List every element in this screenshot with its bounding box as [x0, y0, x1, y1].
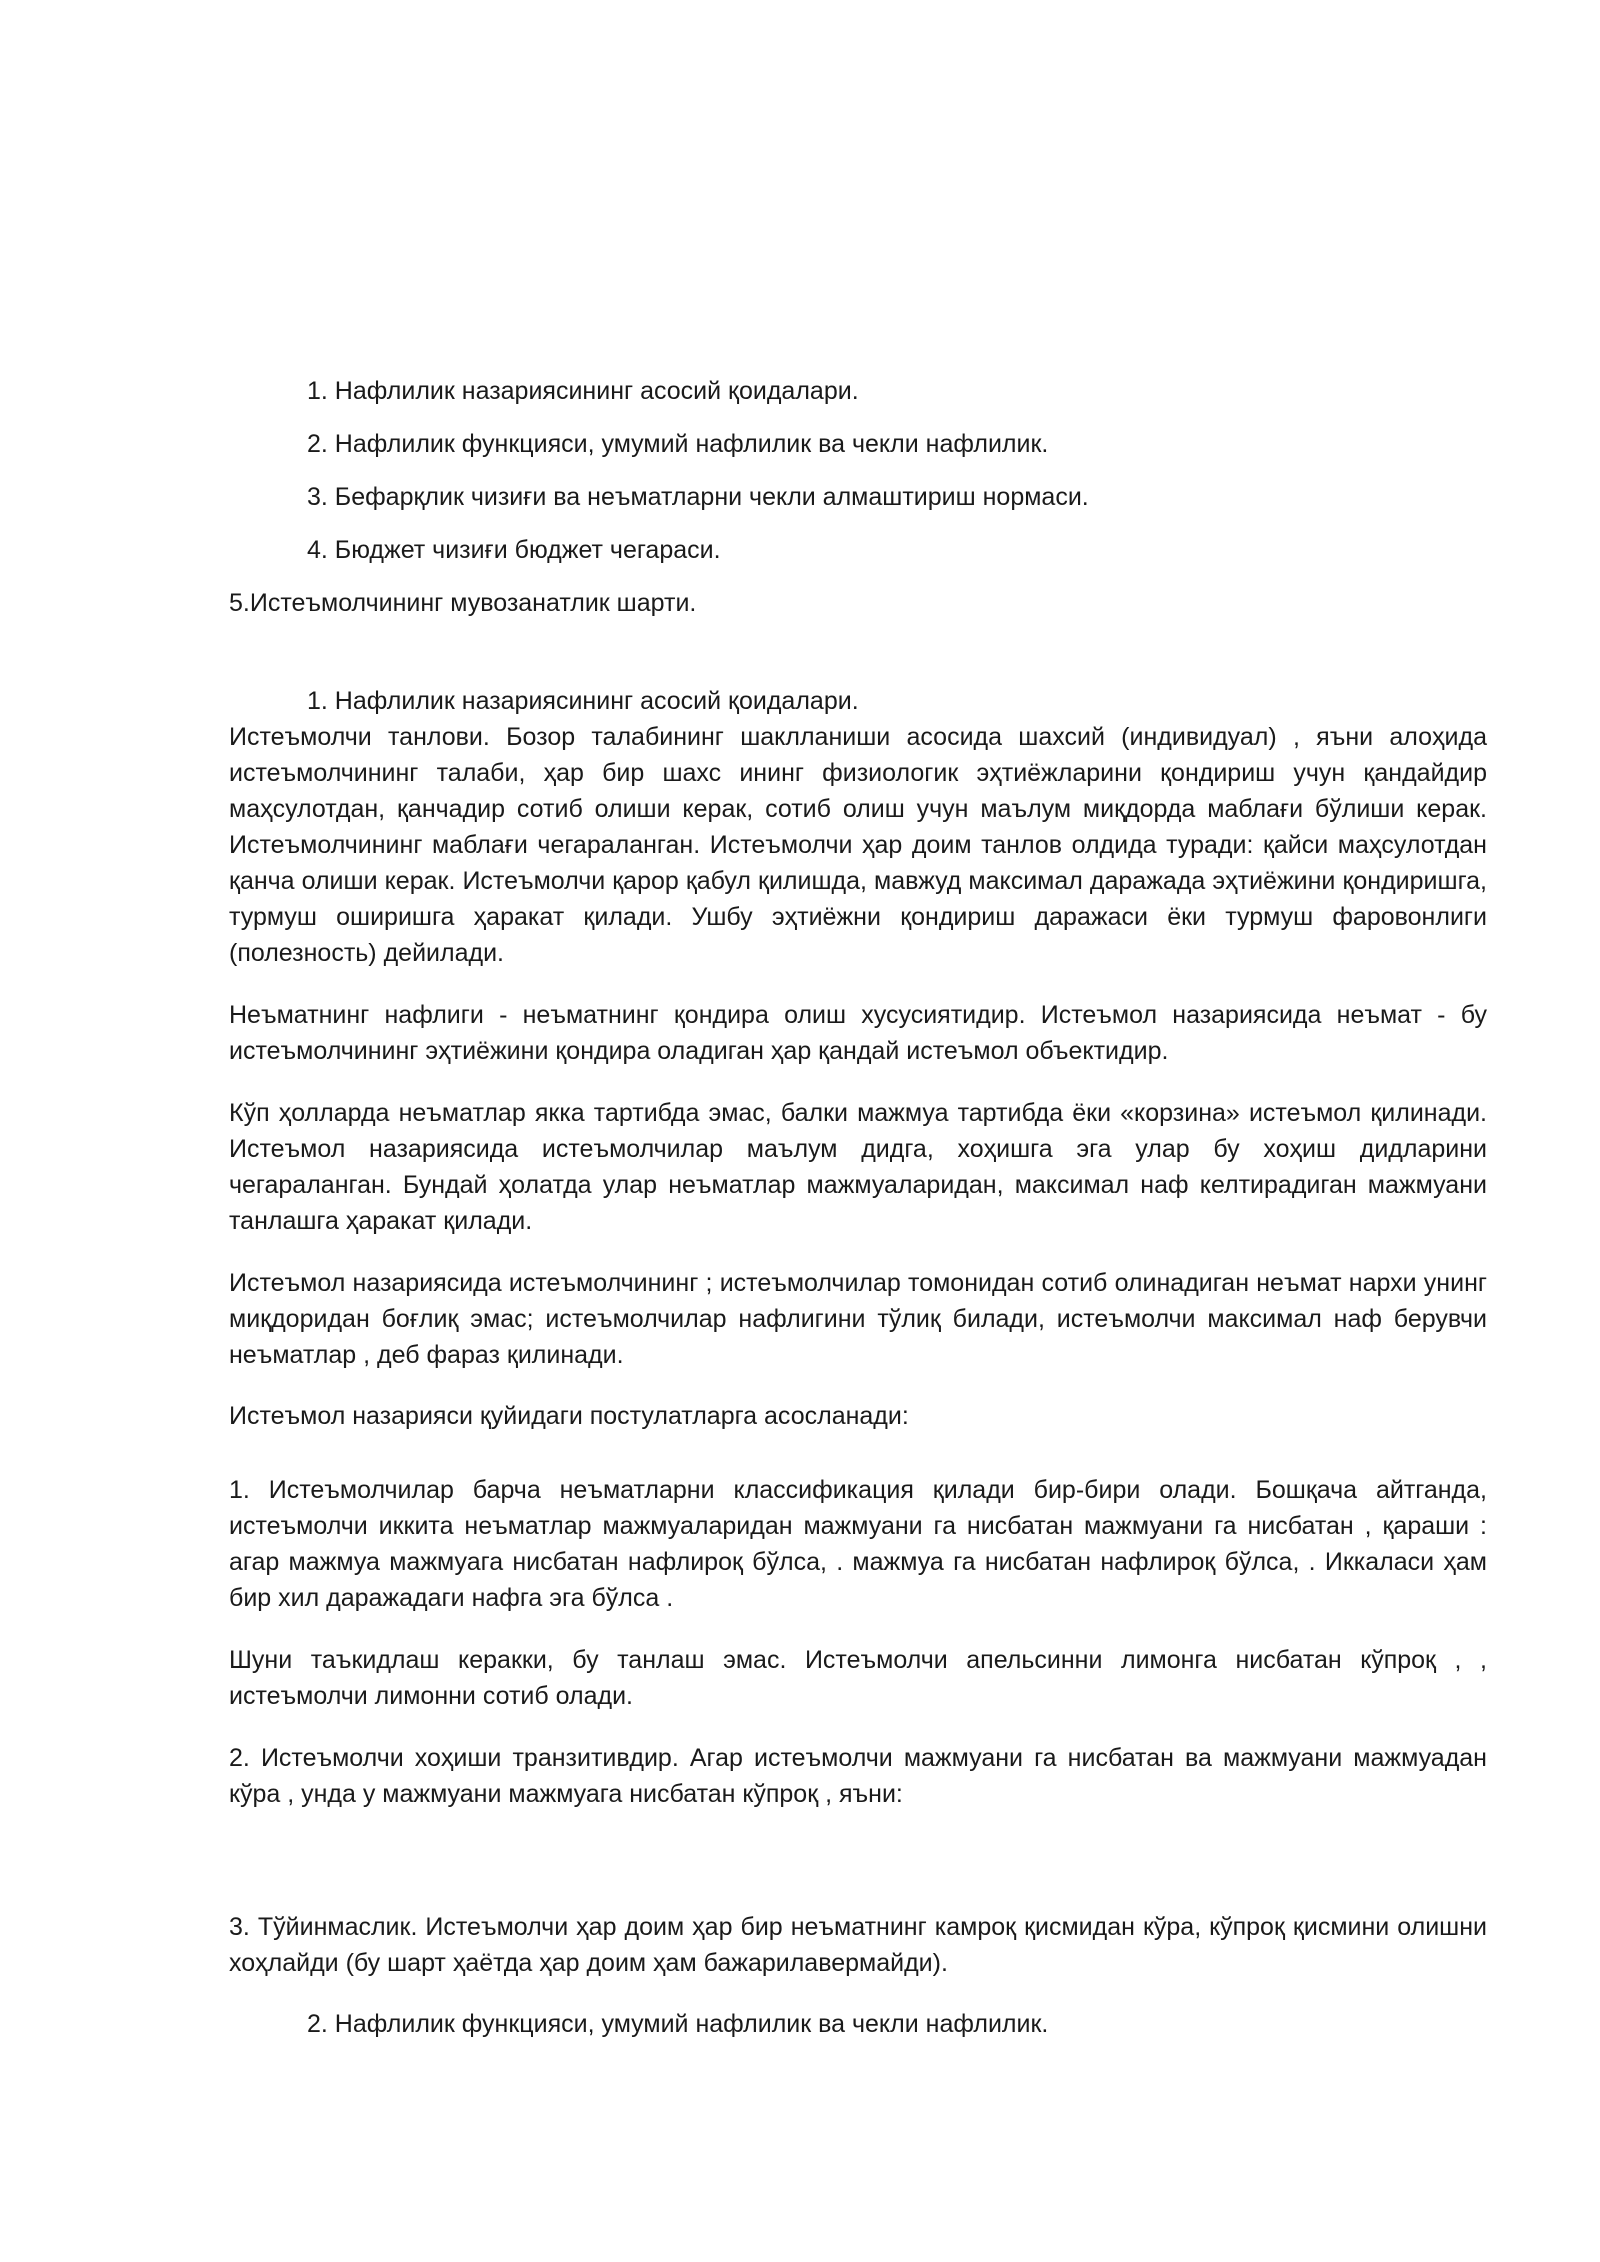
outline-item-1: 1. Нафлилик назариясининг асосий қоидалари.: [307, 377, 859, 405]
paragraph-bundles: Кўп ҳолларда неъматлар якка тартибда эмас, балки мажмуа тартибда ёки «корзина» истеъмол қилинади. Истеъмол назариясида истеъмолчилар маълум дидга, хоҳишга эга улар бу хоҳиш дидларини чегараланган. Бундай ҳолатда улар неъматлар мажмуаларидан, максимал наф келтирадиган мажмуани танлашга ҳаракат қилади.: [229, 1099, 1487, 1235]
outline-item-3: 3. Бефарқлик чизиғи ва неъматларни чекли алмаштириш нормаси.: [307, 483, 1089, 511]
paragraph-utility-of-goods: Неъматнинг нафлиги - неъматнинг қондира олиш хусусиятидир. Истеъмол назариясида неъмат - бу истеъмолчининг эҳтиёжини қондира оладиган ҳар қандай истеъмол объектидир.: [229, 1001, 1487, 1065]
section-heading-2: 2. Нафлилик функцияси, умумий нафлилик ва чекли нафлилик.: [307, 2010, 1049, 2038]
paragraph-postulate-2: 2. Истеъмолчи хоҳиши транзитивдир. Агар истеъмолчи мажмуани га нисбатан ва мажмуани мажмуадан кўра , унда у мажмуани мажмуага нисбатан кўпроқ , яъни:: [229, 1744, 1487, 1808]
outline-item-5: 5.Истеъмолчининг мувозанатлик шарти.: [229, 589, 697, 617]
paragraph-note: Шуни таъкидлаш керакки, бу танлаш эмас. Истеъмолчи апельсинни лимонга нисбатан кўпроқ , , истеъмолчи лимонни сотиб олади.: [229, 1646, 1487, 1710]
paragraph-postulate-3: 3. Тўйинмаслик. Истеъмолчи ҳар доим ҳар бир неъматнинг камроқ қисмидан кўра, кўпроқ қисмини олишни хоҳлайди (бу шарт ҳаётда ҳар доим ҳам бажарилавермайди).: [229, 1913, 1487, 1977]
paragraph-assumptions: Истеъмол назариясида истеъмолчининг ; истеъмолчилар томонидан сотиб олинадиган неъмат нархи унинг миқдоридан боғлиқ эмас; истеъмолчилар нафлигини тўлиқ билади, истеъмолчи максимал наф берувчи неъматлар , деб фараз қилинади.: [229, 1269, 1487, 1369]
paragraph-consumer-choice: Истеъмолчи танлови. Бозор талабининг шаклланиши асосида шахсий (индивидуал) , яъни алоҳида истеъмолчининг талаби, ҳар бир шахс ининг физиологик эҳтиёжларини қондириш учун қандайдир маҳсулотдан, қанчадир сотиб олиши керак, сотиб олиш учун маълум миқдорда маблағи бўлиши керак. Истеъмолчининг маблағи чегараланган. Истеъмолчи ҳар доим танлов олдида туради: қайси маҳсулотдан қанча олиши керак. Истеъмолчи қарор қабул қилишда, мавжуд максимал даражада эҳтиёжини қондиришга, турмуш оширишга ҳаракат қилади. Ушбу эҳтиёжни қондириш даражаси ёки турмуш фаровонлиги (полезность) дейилади.: [229, 723, 1487, 967]
paragraph-postulates-intro: Истеъмол назарияси қуйидаги постулатларга асосланади:: [229, 1402, 909, 1430]
section-heading-1: 1. Нафлилик назариясининг асосий қоидалари.: [307, 687, 859, 715]
paragraph-postulate-1: 1. Истеъмолчилар барча неъматларни классификация қилади бир-бири олади. Бошқача айтганда, истеъмолчи иккита неъматлар мажмуаларидан мажмуани га нисбатан мажмуани га нисбатан , қараши : агар мажмуа мажмуага нисбатан нафлироқ бўлса, . мажмуа га нисбатан нафлироқ бўлса, . Иккаласи ҳам бир хил даражадаги нафга эга бўлса .: [229, 1476, 1487, 1612]
outline-item-2: 2. Нафлилик функцияси, умумий нафлилик ва чекли нафлилик.: [307, 430, 1049, 458]
outline-item-4: 4. Бюджет чизиғи бюджет чегараси.: [307, 536, 721, 564]
